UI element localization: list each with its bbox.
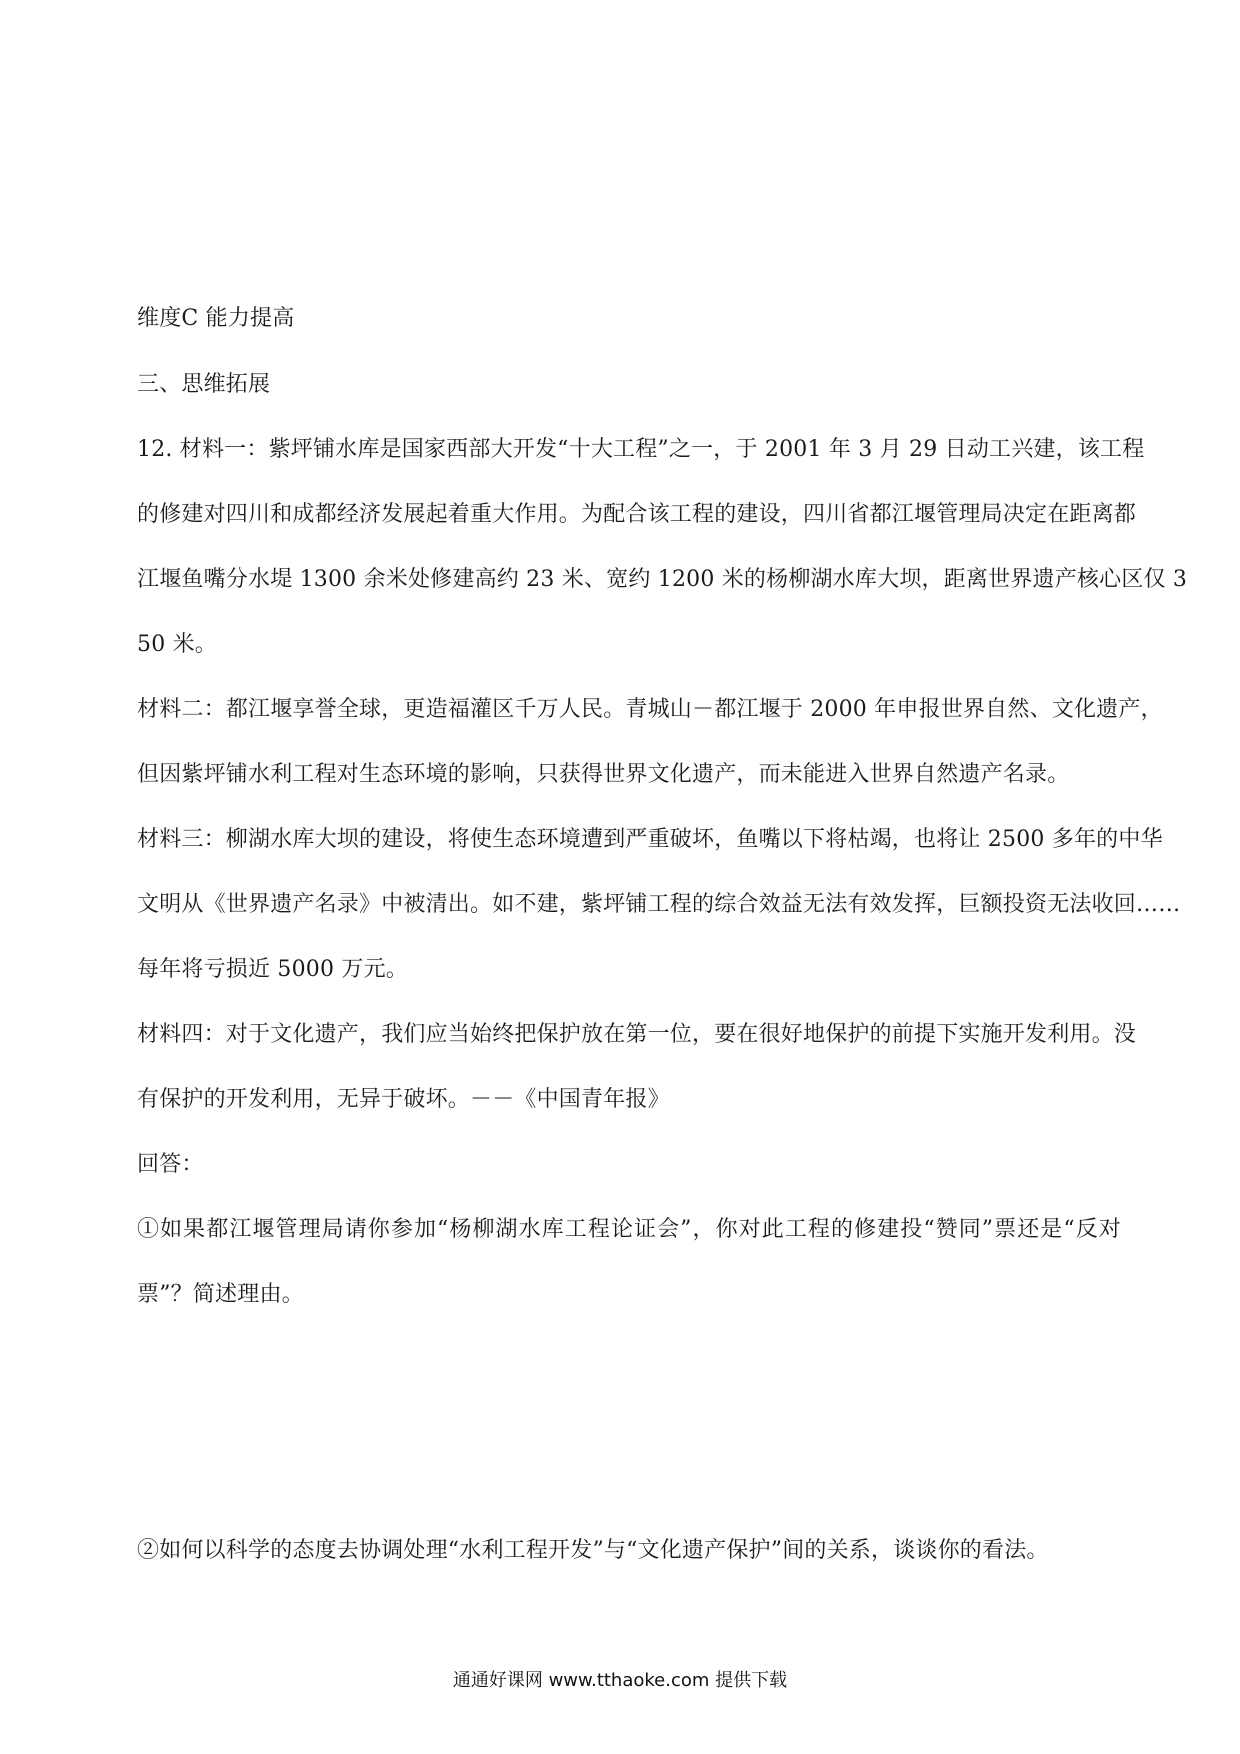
material-three-line-3: 每年将亏损近 5000 万元。 <box>137 957 408 982</box>
material-three-line-1: 材料三：柳湖水库大坝的建设，将使生态环境遭到严重破坏，鱼嘴以下将枯竭，也将让 2500 多年的中华 <box>137 827 1163 852</box>
material-three-line-2: 文明从《世界遗产名录》中被清出。如不建，紫坪铺工程的综合效益无法有效发挥，巨额投资无法收回…… <box>137 892 1181 917</box>
part-heading: 三、思维拓展 <box>137 372 271 397</box>
material-four-line-2: 有保护的开发利用，无异于破坏。－－《中国青年报》 <box>137 1087 670 1112</box>
material-one-line-3: 江堰鱼嘴分水堤 1300 余米处修建高约 23 米、宽约 1200 米的杨柳湖水库大坝，距离世界遗产核心区仅 3 <box>137 567 1188 592</box>
sub-question-2: ②如何以科学的态度去协调处理“水利工程开发”与“文化遗产保护”间的关系，谈谈你的看法。 <box>137 1538 1049 1563</box>
material-two-line-2: 但因紫坪铺水利工程对生态环境的影响，只获得世界文化遗产，而未能进入世界自然遗产名录。 <box>137 762 1070 787</box>
material-one-line-4: 50 米。 <box>137 632 217 657</box>
sub-question-1-line-1: ①如果都江堰管理局请你参加“杨柳湖水库工程论证会”，你对此工程的修建投“赞同”票还是“反对 <box>137 1217 1121 1242</box>
material-one-line-2: 的修建对四川和成都经济发展起着重大作用。为配合该工程的建设，四川省都江堰管理局决定在距离都 <box>137 502 1137 527</box>
material-one-line-1: 12. 材料一：紫坪铺水库是国家西部大开发“十大工程”之一，于 2001 年 3 月 29 日动工兴建，该工程 <box>137 437 1145 462</box>
answer-label: 回答： <box>137 1152 204 1177</box>
footer-source: 通通好课网 www.tthaoke.com 提供下载 <box>452 1670 788 1691</box>
sub-question-1-line-2: 票”？简述理由。 <box>137 1282 304 1307</box>
dimension-heading: 维度C 能力提高 <box>137 306 295 331</box>
material-two-line-1: 材料二：都江堰享誉全球，更造福灌区千万人民。青城山－都江堰于 2000 年申报世界自然、文化遗产， <box>137 697 1163 722</box>
material-four-line-1: 材料四：对于文化遗产，我们应当始终把保护放在第一位，要在很好地保护的前提下实施开发利用。没 <box>137 1022 1137 1047</box>
